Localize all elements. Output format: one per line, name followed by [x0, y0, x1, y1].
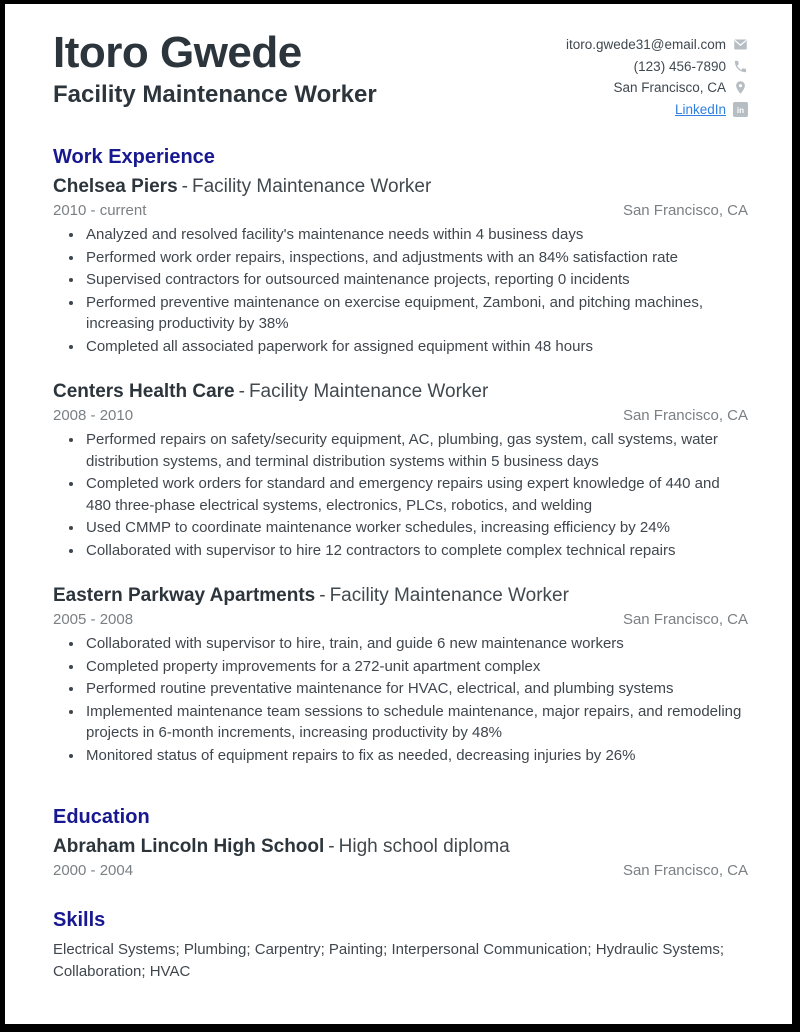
role-name: Facility Maintenance Worker — [191, 176, 432, 197]
job-bullets — [53, 633, 748, 766]
bullet-item: • Collaborated with supervisor to hire 12 contractors to complete complex technical repairs — [84, 540, 748, 562]
company-name: Centers Health Care — [53, 381, 235, 402]
person-name: Itoro Gwede — [53, 28, 302, 77]
job-meta-line — [53, 202, 748, 219]
title-separator: - — [328, 836, 335, 857]
section-heading-skills: Skills — [53, 909, 106, 931]
company-name: Chelsea Piers — [53, 176, 178, 197]
education-dates: 2000 - 2004 — [53, 862, 134, 879]
header — [53, 26, 748, 120]
section-heading-work: Work Experience — [53, 146, 215, 168]
bullet-item: • Performed preventive maintenance on exercise equipment, Zamboni, and pitching machines, increasing productivity by 38% — [84, 292, 748, 335]
job-bullets — [53, 224, 748, 357]
bullet-item: • Completed all associated paperwork for assigned equipment within 48 hours — [84, 336, 748, 358]
education-location: San Francisco, CA — [622, 862, 748, 879]
contact-email-line — [566, 34, 748, 56]
phone-icon — [733, 59, 748, 74]
company-name: Eastern Parkway Apartments — [53, 585, 316, 606]
degree-name: High school diploma — [338, 836, 510, 857]
bullet-item: • Completed property improvements for a 272-unit apartment complex — [84, 656, 748, 678]
job-entry — [53, 585, 748, 766]
job-entry — [53, 176, 748, 357]
linkedin-icon — [733, 102, 748, 117]
bullet-item: • Used CMMP to coordinate maintenance worker schedules, increasing efficiency by 24% — [84, 517, 748, 539]
school-name: Abraham Lincoln High School — [53, 836, 325, 857]
title-separator: - — [238, 381, 245, 402]
identity-block — [53, 26, 377, 109]
job-entry — [53, 381, 748, 561]
job-dates: 2010 - current — [53, 202, 147, 219]
linkedin-link[interactable]: LinkedIn — [674, 101, 726, 117]
location-text: San Francisco, CA — [613, 80, 726, 95]
contact-phone-line — [566, 56, 748, 78]
bullet-item: • Collaborated with supervisor to hire, train, and guide 6 new maintenance workers — [84, 633, 748, 655]
phone-text: (123) 456-7890 — [633, 58, 726, 74]
role-name: Facility Maintenance Worker — [248, 381, 489, 402]
education-title-line — [53, 836, 748, 858]
contact-block — [566, 26, 748, 120]
location-pin-icon — [733, 80, 748, 95]
job-title-line — [53, 381, 748, 403]
job-location: San Francisco, CA — [622, 407, 748, 424]
bullet-item: • Analyzed and resolved facility's maintenance needs within 4 business days — [84, 224, 748, 246]
role-name: Facility Maintenance Worker — [329, 585, 569, 606]
job-meta-line — [53, 611, 748, 628]
job-bullets — [53, 429, 748, 561]
section-heading-education: Education — [53, 806, 150, 828]
skills-list: Electrical Systems; Plumbing; Carpentry; Painting; Interpersonal Communication; Hydraulic Systems; Collaboration; HVAC — [53, 941, 725, 980]
job-location: San Francisco, CA — [622, 202, 748, 219]
person-job-title: Facility Maintenance Worker — [53, 81, 377, 109]
education-meta-line — [53, 862, 748, 879]
job-meta-line — [53, 407, 748, 424]
envelope-icon — [733, 37, 748, 52]
bullet-item: • Completed work orders for standard and emergency repairs using expert knowledge of 440 and 480 three-phase electrical systems, electronics, PLCs, robotics, and welding — [84, 473, 748, 516]
contact-linkedin-line — [566, 99, 748, 121]
title-separator: - — [319, 585, 326, 606]
bullet-item: • Performed work order repairs, inspections, and adjustments with an 84% satisfaction rate — [84, 247, 748, 269]
job-location: San Francisco, CA — [622, 611, 748, 628]
education-entry — [53, 836, 748, 879]
job-title-line — [53, 176, 748, 198]
job-dates: 2008 - 2010 — [53, 407, 134, 424]
job-title-line — [53, 585, 748, 607]
contact-location-line — [566, 77, 748, 99]
bullet-item: • Implemented maintenance team sessions to schedule maintenance, major repairs, and remodeling projects in 6-month increments, increasing productivity by 48% — [84, 701, 748, 744]
bullet-item: • Performed repairs on safety/security equipment, AC, plumbing, gas system, call systems, water distribution systems, and terminal distribution systems within 5 business days — [84, 429, 748, 472]
resume-page — [5, 4, 792, 1024]
title-separator: - — [181, 176, 188, 197]
svg-text:in: in — [736, 105, 745, 115]
email-text: itoro.gwede31@email.com — [565, 37, 726, 52]
job-dates: 2005 - 2008 — [53, 611, 134, 628]
bullet-item: • Monitored status of equipment repairs to fix as needed, decreasing injuries by 26% — [84, 745, 748, 767]
bullet-item: • Supervised contractors for outsourced maintenance projects, reporting 0 incidents — [84, 269, 748, 291]
bullet-item: • Performed routine preventative maintenance for HVAC, electrical, and plumbing systems — [84, 678, 748, 700]
